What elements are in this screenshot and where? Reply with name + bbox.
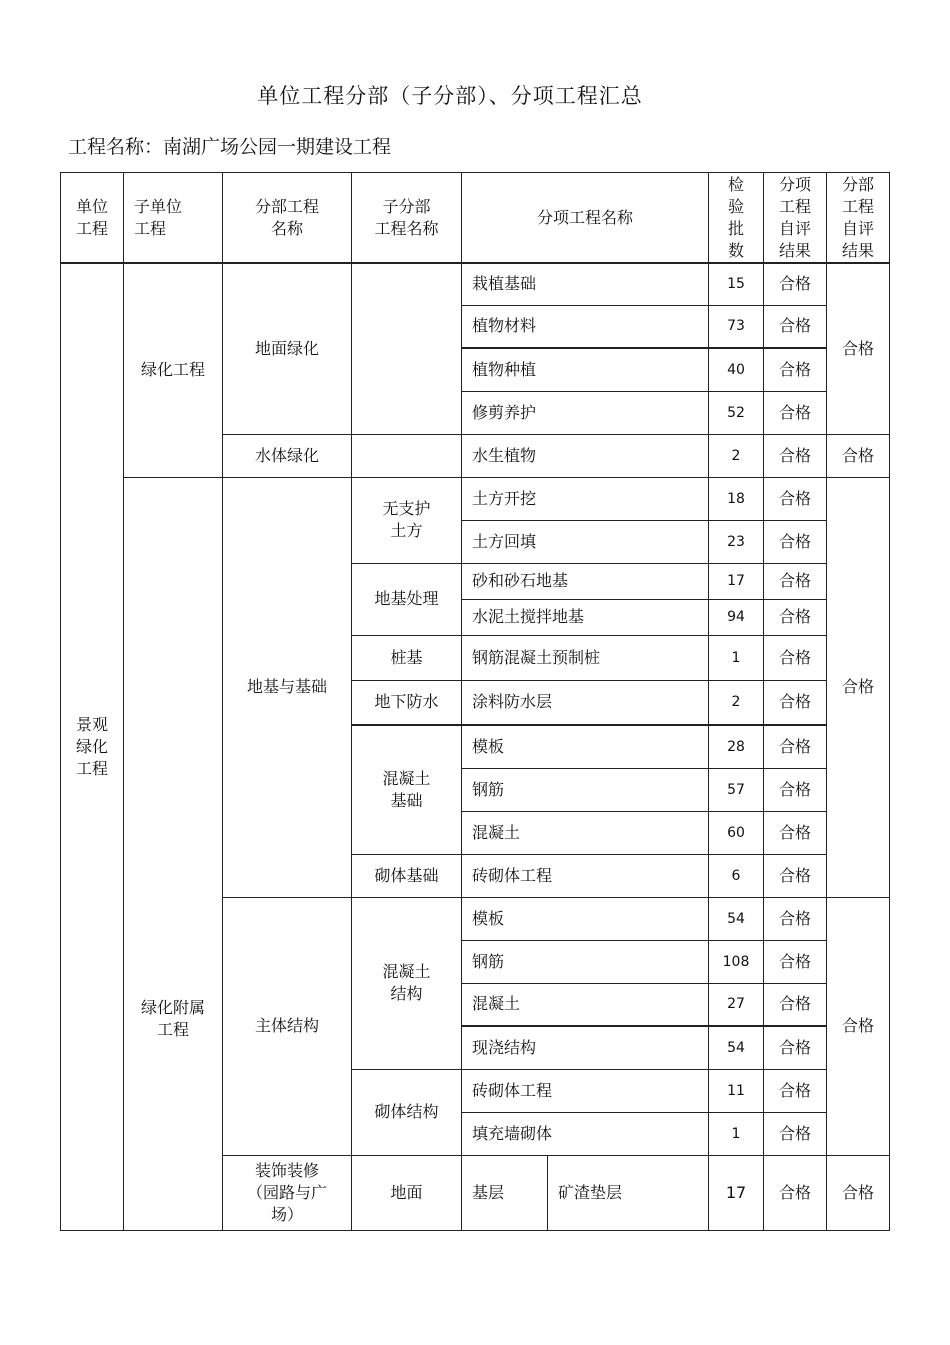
item-batches: 2 (709, 680, 764, 725)
item-batches: 108 (709, 940, 764, 983)
header-row (61, 173, 890, 264)
item-result: 合格 (764, 348, 827, 391)
item-name: 砖砌体工程 (462, 854, 709, 897)
item-result: 合格 (764, 1112, 827, 1155)
item-name: 钢筋 (462, 940, 709, 983)
item-batches: 54 (709, 1026, 764, 1069)
item-batches: 18 (709, 477, 764, 520)
item-result: 合格 (764, 305, 827, 348)
item-result: 合格 (764, 897, 827, 940)
item-batches: 2 (709, 434, 764, 477)
project-name: 工程名称：南湖广场公园一期建设工程 (68, 136, 392, 158)
item-name: 模板 (462, 897, 709, 940)
item-name: 水泥土搅拌地基 (462, 599, 709, 635)
item-result: 合格 (764, 1069, 827, 1112)
item-batches: 73 (709, 305, 764, 348)
header-division: 分部工程 名称 (223, 173, 352, 264)
subdivision-cell-empty (352, 434, 462, 477)
item-name: 钢筋 (462, 768, 709, 811)
table-row (61, 477, 890, 520)
header-batches: 检 验 批 数 (709, 173, 764, 264)
item-batches: 17 (709, 563, 764, 599)
subdivision-cell: 混凝土 基础 (352, 725, 462, 854)
item-result: 合格 (764, 563, 827, 599)
item-batches: 27 (709, 983, 764, 1026)
item-batches: 6 (709, 854, 764, 897)
subdivision-cell: 地下防水 (352, 680, 462, 725)
item-result: 合格 (764, 768, 827, 811)
division-result: 合格 (827, 434, 890, 477)
item-name: 现浇结构 (462, 1026, 709, 1069)
subdivision-cell: 地面 (352, 1155, 462, 1230)
item-name: 栽植基础 (462, 263, 709, 305)
item-name: 混凝土 (462, 811, 709, 854)
division-result: 合格 (827, 477, 890, 897)
page-title: 单位工程分部（子分部）、分项工程汇总 (257, 84, 643, 108)
subdivision-cell: 地基处理 (352, 563, 462, 635)
item-batches: 57 (709, 768, 764, 811)
subdivision-cell-empty (352, 263, 462, 434)
item-name: 砖砌体工程 (462, 1069, 709, 1112)
summary-table (60, 172, 890, 1231)
item-result: 合格 (764, 477, 827, 520)
item-name: 模板 (462, 725, 709, 768)
item-result: 合格 (764, 1026, 827, 1069)
table-row (61, 263, 890, 305)
item-batches: 40 (709, 348, 764, 391)
subunit-cell: 绿化附属 工程 (124, 477, 223, 1230)
item-result: 合格 (764, 854, 827, 897)
subunit-cell: 绿化工程 (124, 263, 223, 477)
item-name: 涂料防水层 (462, 680, 709, 725)
item-name: 水生植物 (462, 434, 709, 477)
item-result: 合格 (764, 811, 827, 854)
item-name: 植物材料 (462, 305, 709, 348)
item-name: 土方开挖 (462, 477, 709, 520)
item-batches: 23 (709, 520, 764, 563)
subdivision-cell: 砌体基础 (352, 854, 462, 897)
item-name: 基层 (462, 1155, 548, 1230)
division-result: 合格 (827, 1155, 890, 1230)
item-result: 合格 (764, 599, 827, 635)
header-subdivision: 子分部 工程名称 (352, 173, 462, 264)
item-result: 合格 (764, 520, 827, 563)
item-name: 填充墙砌体 (462, 1112, 709, 1155)
item-name-detail: 矿渣垫层 (548, 1155, 709, 1230)
header-division-result: 分部 工程 自评 结果 (827, 173, 890, 264)
item-batches: 15 (709, 263, 764, 305)
item-result: 合格 (764, 983, 827, 1026)
division-cell: 主体结构 (223, 897, 352, 1155)
item-result: 合格 (764, 725, 827, 768)
subdivision-cell: 混凝土 结构 (352, 897, 462, 1069)
item-name: 砂和砂石地基 (462, 563, 709, 599)
subdivision-cell: 桩基 (352, 635, 462, 680)
division-cell: 地基与基础 (223, 477, 352, 897)
header-unit: 单位 工程 (61, 173, 124, 264)
division-cell: 地面绿化 (223, 263, 352, 434)
item-batches: 1 (709, 635, 764, 680)
item-name: 修剪养护 (462, 391, 709, 434)
header-subunit: 子单位 工程 (124, 173, 223, 264)
header-item: 分项工程名称 (462, 173, 709, 264)
item-batches: 28 (709, 725, 764, 768)
item-batches: 94 (709, 599, 764, 635)
item-batches: 11 (709, 1069, 764, 1112)
subdivision-cell: 无支护 土方 (352, 477, 462, 563)
unit-cell: 景观 绿化 工程 (61, 263, 124, 1230)
item-batches: 52 (709, 391, 764, 434)
item-batches: 17 (709, 1155, 764, 1230)
division-result: 合格 (827, 897, 890, 1155)
item-result: 合格 (764, 391, 827, 434)
item-batches: 54 (709, 897, 764, 940)
item-batches: 1 (709, 1112, 764, 1155)
item-result: 合格 (764, 635, 827, 680)
item-result: 合格 (764, 940, 827, 983)
item-result: 合格 (764, 434, 827, 477)
item-name: 钢筋混凝土预制桩 (462, 635, 709, 680)
division-cell: 水体绿化 (223, 434, 352, 477)
division-cell: 装饰装修 （园路与广 场） (223, 1155, 352, 1230)
item-name: 土方回填 (462, 520, 709, 563)
item-name: 混凝土 (462, 983, 709, 1026)
subdivision-cell: 砌体结构 (352, 1069, 462, 1155)
header-item-result: 分项 工程 自评 结果 (764, 173, 827, 264)
division-result: 合格 (827, 263, 890, 434)
item-result: 合格 (764, 263, 827, 305)
item-batches: 60 (709, 811, 764, 854)
item-result: 合格 (764, 1155, 827, 1230)
item-name: 植物种植 (462, 348, 709, 391)
item-result: 合格 (764, 680, 827, 725)
